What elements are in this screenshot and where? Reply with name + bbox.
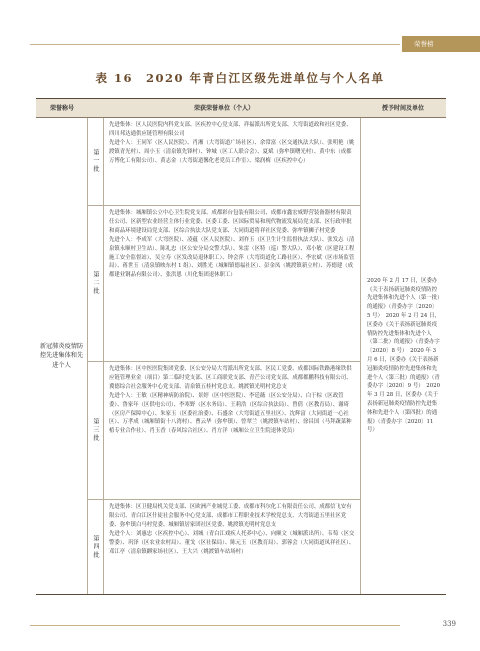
- advanced-units: 先进集体：区卫健局机关党支部、区欧洲产业城党工委、成都市科尔化工有限责任公司、成都信飞安有限公司、青白江区什徒社会服务中心党支部、成都市工程职业技术学校党总支、大弯街道五里社区党委、弥牟镇白马村党委、城厢镇居家团社区党委、姚渡镇光明村党总支: [109, 504, 352, 528]
- advanced-units: 先进集体：区人民医院内科党支部、区疾控中心党支部、祥福派出所党支部、大弯街道政和社区党委、四川邦达通供应链管理有限公司: [109, 122, 352, 137]
- running-head: 荣誉榜: [402, 36, 480, 52]
- batch-label-cell: [88, 206, 104, 361]
- batch-label: 第三批: [92, 418, 99, 443]
- advanced-units: 先进集体：城厢镇公立中心卫生院党支部、成都彩台包装有限公司、成都市鑫宏威野营装备器材有限责任公司、区新型农业经营主体行业党委、区委工委、区国际贸易和现代物流发展局党支部、区行政审批和商品环境建设局党支部、区综合执法大队党支部、大同街道将祥社区党委、弥牟镇狮子村党委: [109, 210, 352, 234]
- top-rule: [30, 44, 400, 45]
- table-row: [88, 118, 360, 206]
- advanced-persons: 先进个人：刘惠忠（区疾控中心）、刘城（青白江戏疾人托养中心）、向顺文（城厢派出所）、韦萄（区交警委）、巩泽（区农业农村局）、董戈（区社保局）、陈元玉（区教育局）、郭蓉会（大同街道凤祥社区）、邓江亭（清泉镇麒家场社区）、王大兴（姚渡镇车站场村）: [109, 530, 355, 555]
- batch-label: 第二批: [92, 271, 99, 296]
- batch-recipients: [104, 500, 360, 594]
- header-recipients: 荣获荣誉单位（个人）: [193, 105, 254, 112]
- page-number: 339: [442, 620, 456, 628]
- batch-label: 第四批: [92, 534, 99, 560]
- grant-text: 2020 年 2 月 17 日，区委办《关于表扬新冠肺炎疫情防控先进集体和先进个人（第一批）的通报》（青委办字〔2020〕5 号） 2020 年 2 月 24 日，区委办《关于表扬新冠肺炎疫情防控先进集体和先进个人（第二批）的通报》（青委办字〔2020〕8 号） 2020 年 3 月 6 日，区委办《关于表扬新冠肺炎疫情防控先进集体和先进个人（第三批）的通报》（青委办字〔2020〕9 号） 2020 年 3 月 28 日，区委办《关于表扬新冠肺炎疫情防控先进集体和先进个人（第四批）的通报》（青委办字〔2020〕11 号）: [367, 277, 441, 434]
- advanced-units: 先进集体：区中医医院集团党委、区公安分局大弯派出所党支部、区民工党委、成都国际铁路港缘铁供应链管理业金（项目）第二临时党支部、区工商联党支部、青芒公司党支部、成都都鹏科技有限公司、冀德综合社会服务中心党支部、清泉镇五桂村党总支、姚渡镇光明村党总支: [109, 366, 352, 390]
- table-row: [88, 206, 360, 362]
- table-row: [88, 500, 360, 594]
- batch-label-cell: [88, 500, 104, 594]
- header-grant: 授予时间及单位: [381, 105, 424, 112]
- bottom-rule: [30, 625, 400, 626]
- advanced-persons: 先进个人：李成军（大弯医院）、凌蕴（区人民医院）、刘祚玉（区卫生计生监督执法大队）、张发志（清泉镇永顺村卫生站）、陈礼忠（区公安分局交警大队）、朱雷（区特（巡）警大队）、邓小敏（区建设工程施工安全监督站）、吴立寿（区发改局退休职工）、钟会萍（大弯街道化工路社区）、李宏斌（区市场监管局）、蒋世玉（清泉镇映东村 1 组）、刘胜光（城厢镇德福社区）、彭金凤（姚渡镇新立村）、苏德建（成都建业钢品有限公司）、张洪恩（川化集团退休职工）: [109, 236, 355, 279]
- advanced-persons: 先进个人：王同军（区人民医院）、肖湘（大弯街道广场社区）、余常富（区交通执法大队）、张明艳（姚渡镇青光村）、周小玉（清泉镇先锋村）、钟城（区工人联合会）、夏斌（弥牟镇曙光村）、黄中东（成都万博化工有限公司）、黄志金（大弯街道馨化老党员工作室）、梁润梅（区疾控中心）: [109, 139, 355, 164]
- header-award: 荣誉称号: [49, 105, 74, 112]
- award-name: 新冠肺炎疫情防控先进集体和先进个人: [39, 342, 84, 369]
- table-header: [36, 98, 446, 118]
- batch-rows: [88, 118, 360, 594]
- batch-label-cell: [88, 118, 104, 205]
- table-row: [88, 362, 360, 500]
- table-body: [36, 118, 446, 595]
- advanced-persons: 先进个人：王敏（区精神病防治院）、景婷（区中医医院）、李廷薇（区公安分局）、白于棕（区政管委）、鲁家年（区供电公司）、李寒野（区水务局）、王莉浩（区综合执法局）、曾倩（区教育局）、谢琦（区房产保障中心）、朱家玉（区委社治委）、石盛余（大弯街道五里社区）、沈辉富（大同街道一心社区）、万孝成（城厢镇街十八湾村）、曹云华（弥牟镇）、曾翠兰（姚渡镇车站村）、徐昌国（马拜蔬菜种植专业合作社）、肖玉香（春风综合社区）、肖方洋（城厢公立卫生院退休党员）: [109, 392, 352, 435]
- honor-table: [36, 98, 446, 595]
- batch-recipients: [104, 118, 360, 205]
- batch-label: 第一批: [92, 149, 99, 174]
- batch-recipients: [104, 362, 360, 499]
- batch-label-cell: [88, 362, 104, 499]
- page-title: 表 16 2020 年青白江区级先进单位与个人名单: [95, 71, 385, 85]
- batch-recipients: [104, 206, 360, 361]
- award-name-cell: [36, 118, 88, 594]
- grant-cell: [360, 118, 446, 594]
